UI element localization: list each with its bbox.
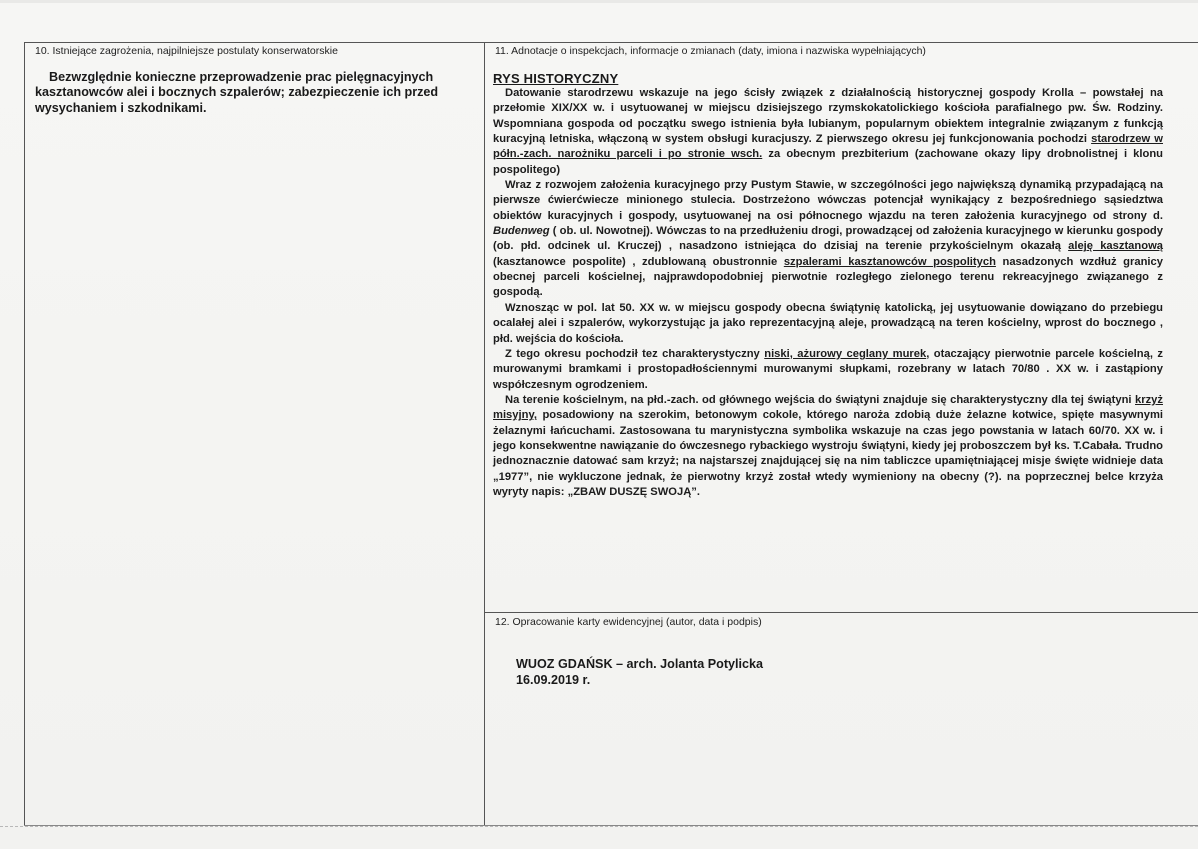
- paragraph-5-text-a: Na terenie kościelnym, na płd.-zach. od głównego wejścia do świątyni znajduje się charakterystyczny dla tej świątyni: [505, 393, 1135, 406]
- section-12-top-border: [484, 612, 1198, 613]
- author-name: WUOZ GDAŃSK – arch. Jolanta Potylicka: [516, 657, 764, 671]
- paragraph-4-text-b: , otaczający pierwotnie parcele kościelną, z murowanymi bramkami i prostopadłościennymi murowanymi słupkami, rozebrany w latach 70/80 . XX w. i zastąpiony współczesnym ogrodzeniem.: [493, 347, 1163, 391]
- paragraph-1-text-a: Datowanie starodrzewu wskazuje na jego ścisły związek z działalnością historycznej gospody Krolla – powstałej na przełomie XIX/XX w. i usytuowanej w miejscu dzisiejszego rzymskokatolickiego kościoła parafialnego pw. Św. Rodziny. Wspomniana gospoda od początku swego istnienia była lubianym, popularnym obiektem integralnie związanym z funkcją kuracyjną letniska, włączoną w system obsługi kuracjuszy. Z pierwszego okresu jej funkcjonowania pochodzi: [493, 87, 1163, 146]
- paragraph-3: Wznosząc w pol. lat 50. XX w. w miejscu gospody obecna świątynię katolicką, jej usytuowanie dowiązano do przebiegu ocalałej alei i szpalerów, wykorzystując ja jako reprezentacyjną aleje, prowadzącą na teren kościelny, wprost do bocznego , płd. wejścia do kościoła.: [493, 301, 1163, 345]
- paragraph-2-underlined-1: aleję kasztanową: [1068, 240, 1163, 253]
- paragraph-4-underlined: niski, ażurowy ceglany murek: [764, 347, 927, 360]
- paragraph-2-italic: Budenweg: [493, 225, 550, 238]
- historical-outline-title: RYS HISTORYCZNY: [493, 71, 619, 86]
- paragraph-5-text-b: posadowiony na szerokim, betonowym cokole, którego naroża zdobią duże żelazne kotwice, spięte masywnymi żelaznymi łańcuchami. Zastosowana tu marynistyczna symbolika wskazuje na czas jego powstania w latach 60/70. XX w. i jego konsekwentne nawiązanie do ówczesnego rybackiego wystroju świątyni, kiedy jej proboszczem był ks. T.Cabała. Trudno jednoznacznie datować sam krzyż; na najstarszej znajdującej się na nim tabliczce upamiętniającej misje święte widnieje data „1977”, nie wykluczone jednak, że pierwotny krzyż został wtedy wymieniony na obecny (?). na poprzecznej belce krzyża wyryty napis: „ZBAW DUSZĘ SWOJĄ”.: [493, 409, 1163, 498]
- paragraph-2: [493, 178, 1163, 301]
- paragraph-4-text-a: Z tego okresu pochodził tez charakterystyczny: [505, 347, 765, 360]
- paragraph-2-text-d: nasadzonych wzdłuż granicy obecnej parceli kościelnej, najprawdopodobniej pierwotnie rozległego zielonego terenu rekreacyjnego związanego z gospodą.: [493, 255, 1163, 299]
- paragraph-1: [493, 86, 1163, 178]
- section-10-label: 10. Istniejące zagrożenia, najpilniejsze postulaty konserwatorskie: [35, 45, 338, 57]
- paragraph-2-text-a: Wraz z rozwojem założenia kuracyjnego przy Pustym Stawie, w szczególności jego największą dynamiką przypadającą na pierwsze ćwierćwiecze minionego stulecia. Dostrzeżono wówczas potencjał wynikający z bezpośredniego sąsiedztwa obiektów kuracyjnych i gospody, usytuowanej na osi północnego wjazdu na teren założenia kuracyjnego od strony d.: [493, 179, 1163, 222]
- paragraph-2-underlined-2: szpalerami kasztanowców pospolitych: [783, 255, 996, 268]
- paragraph-1-text-b: za obecnym prezbiterium (zachowane okazy lipy drobnolistnej i klonu pospolitego): [493, 148, 1164, 176]
- author-block: [516, 656, 763, 688]
- paragraph-1-underlined: starodrzew w półn.-zach. narożniku parceli i po stronie wsch.: [493, 133, 1163, 161]
- section-11-label: 11. Adnotacje o inspekcjach, informacje o zmianach (daty, imiona i nazwiska wypełniających): [495, 45, 926, 57]
- left-border: [24, 42, 25, 826]
- historical-outline-text: [493, 86, 1163, 500]
- paragraph-2-text-b: ( ob. ul. Nowotnej). Wówczas to na przedłużeniu drogi, prowadzącej od założenia kuracyjnego w kierunku gospody (ob. płd. odcinek ul. Kruczej) , nasadzono istniejąca do dzisiaj na terenie przykościelnym okazałą: [493, 225, 1163, 253]
- author-date: 16.09.2019 r.: [516, 673, 591, 687]
- paragraph-2-text-c: (kasztanowce pospolite) , zdublowaną obustronnie: [493, 255, 784, 268]
- paragraph-5: [493, 393, 1163, 500]
- scan-edge: [0, 0, 1198, 3]
- column-divider: [484, 42, 485, 826]
- paragraph-5-underlined: krzyż misyjny,: [493, 393, 1163, 422]
- section-10-body: Bezwzględnie konieczne przeprowadzenie prac pielęgnacyjnych kasztanowców alei i bocznych szpalerów; zabezpieczenie ich przed wysychaniem i szkodnikami.: [35, 70, 439, 115]
- paragraph-4: [493, 347, 1163, 393]
- top-border: [24, 42, 1198, 43]
- section-12-label: 12. Opracowanie karty ewidencyjnej (autor, data i podpis): [495, 616, 762, 628]
- scan-dashed-edge: [0, 826, 1198, 828]
